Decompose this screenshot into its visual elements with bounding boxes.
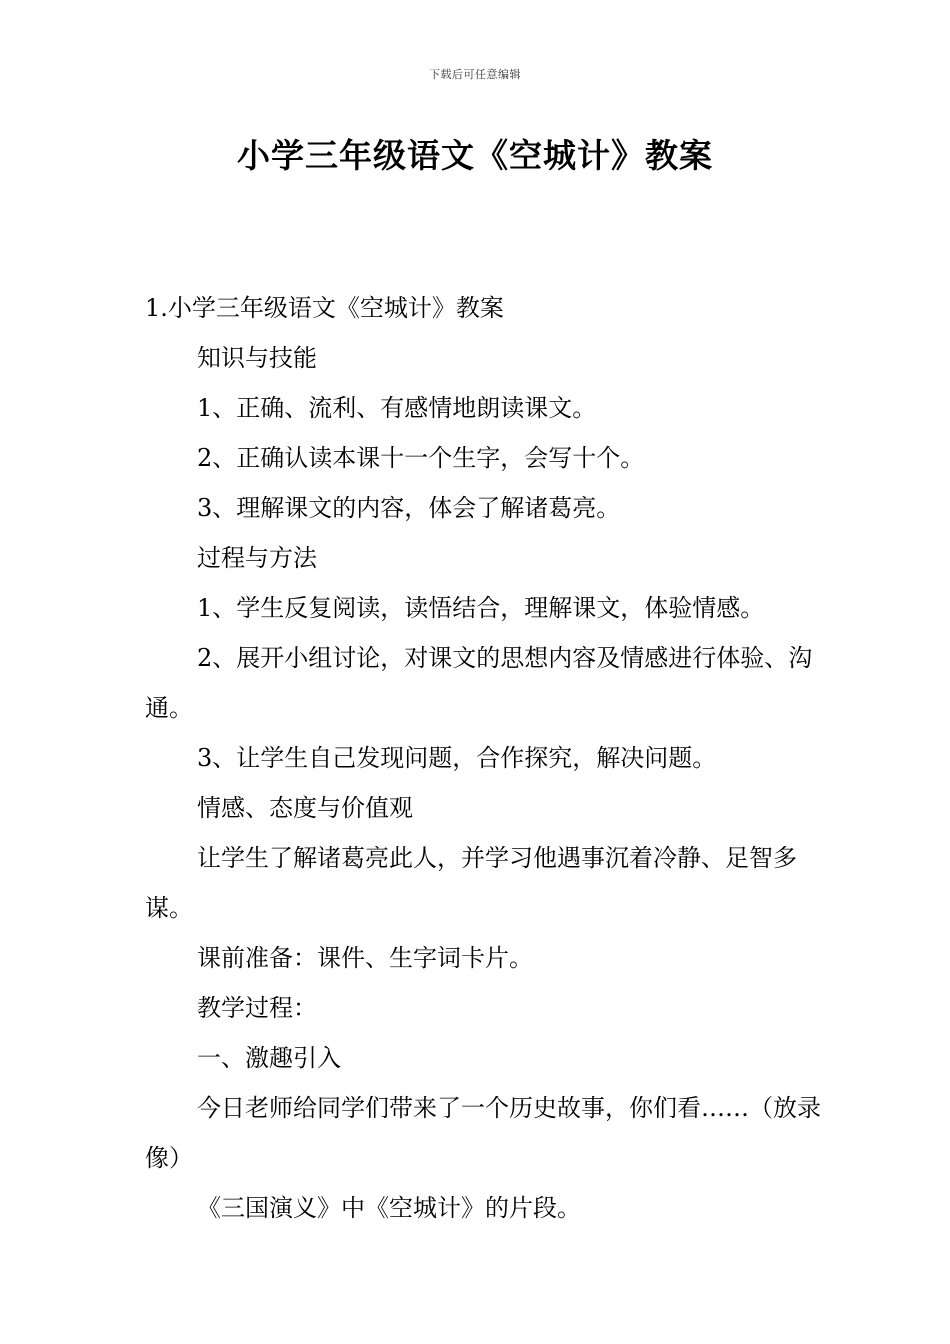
paragraph: 今日老师给同学们带来了一个历史故事，你们看……（放录像） bbox=[145, 1094, 821, 1172]
paragraph: 知识与技能 bbox=[197, 344, 317, 372]
paragraph: 过程与方法 bbox=[197, 544, 317, 572]
paragraph: 教学过程： bbox=[197, 994, 317, 1022]
paragraph: 2、展开小组讨论，对课文的思想内容及情感进行体验、沟通。 bbox=[145, 644, 813, 722]
paragraph: 2、正确认读本课十一个生字，会写十个。 bbox=[197, 444, 645, 472]
paragraph: 1、正确、流利、有感情地朗读课文。 bbox=[197, 394, 597, 422]
paragraph: 情感、态度与价值观 bbox=[197, 794, 413, 822]
document-body bbox=[145, 283, 825, 1233]
paragraph: 1、学生反复阅读，读悟结合，理解课文，体验情感。 bbox=[197, 594, 765, 622]
paragraph: 3、让学生自己发现问题，合作探究，解决问题。 bbox=[197, 744, 717, 772]
paragraph: 课前准备：课件、生字词卡片。 bbox=[197, 944, 533, 972]
paragraph: 3、理解课文的内容，体会了解诸葛亮。 bbox=[197, 494, 621, 522]
paragraph: 让学生了解诸葛亮此人，并学习他遇事沉着冷静、足智多谋。 bbox=[145, 844, 797, 922]
document-title: 小学三年级语文《空城计》教案 bbox=[237, 136, 713, 175]
paragraph: 一、激趣引入 bbox=[197, 1044, 341, 1072]
header-note: 下载后可任意编辑 bbox=[429, 68, 521, 81]
section-heading: 1.小学三年级语文《空城计》教案 bbox=[145, 294, 504, 322]
paragraph: 《三国演义》中《空城计》的片段。 bbox=[197, 1194, 581, 1222]
